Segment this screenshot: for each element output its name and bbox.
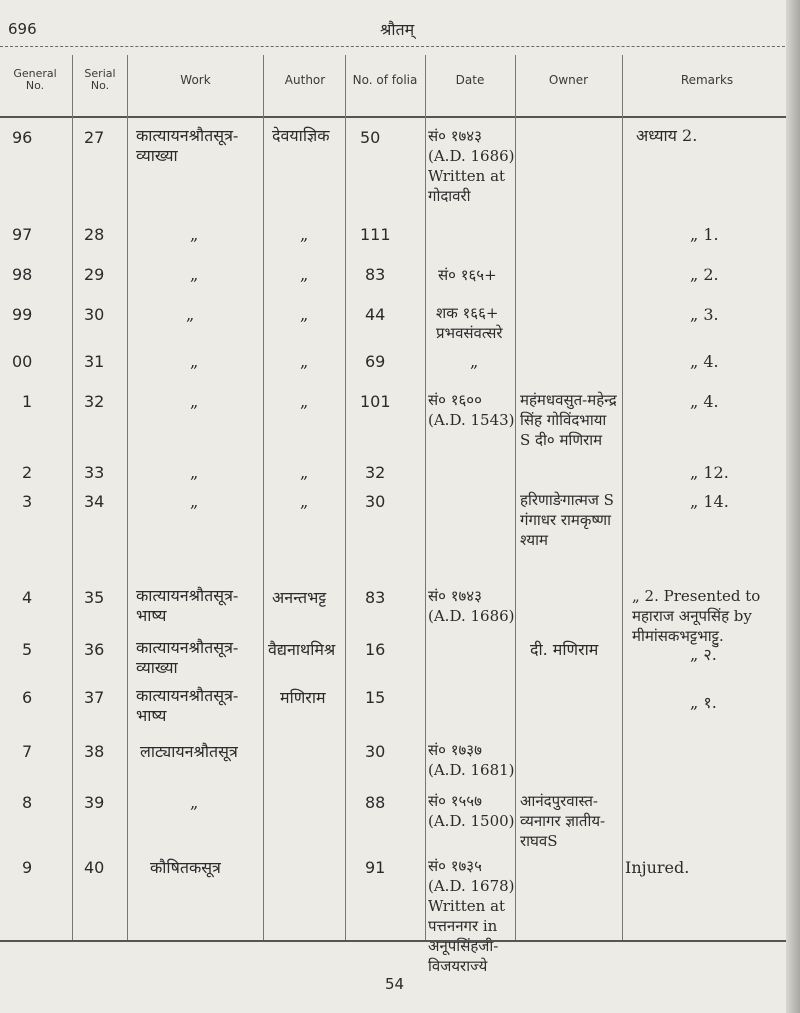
general-no: 6 bbox=[22, 688, 33, 707]
header-serial-no: Serial No. bbox=[84, 67, 116, 92]
work: कात्यायनश्रौतसूत्र-व्याख्या bbox=[136, 126, 239, 165]
author: „ bbox=[300, 463, 309, 482]
bottom-rule bbox=[0, 940, 800, 942]
header-folia: No. of folia bbox=[352, 73, 418, 87]
folia: 15 bbox=[365, 688, 386, 707]
serial-no: 27 bbox=[84, 128, 105, 147]
general-no: 96 bbox=[12, 128, 33, 147]
remarks: „ 4. bbox=[690, 392, 719, 411]
date: सं० १५५७ (A.D. 1500) bbox=[428, 792, 515, 830]
work: „ bbox=[190, 265, 199, 284]
folia: 69 bbox=[365, 352, 386, 371]
serial-no: 28 bbox=[84, 225, 105, 244]
general-no: 7 bbox=[22, 742, 33, 761]
remarks: „ 2. bbox=[690, 265, 719, 284]
author: मणिराम bbox=[280, 688, 326, 707]
serial-no: 35 bbox=[84, 588, 105, 607]
author: वैद्यनाथमिश्र bbox=[268, 640, 336, 659]
owner: हरिणाङेगात्मज S गंगाधर रामकृष्णा श्याम bbox=[520, 491, 614, 549]
serial-no: 39 bbox=[84, 793, 105, 812]
header-remarks: Remarks bbox=[680, 73, 734, 87]
work: „ bbox=[190, 392, 199, 411]
header-author: Author bbox=[284, 73, 326, 87]
column-divider bbox=[127, 55, 128, 940]
work: „ bbox=[190, 225, 199, 244]
work: कात्यायनश्रौतसूत्र-भाष्य bbox=[136, 686, 239, 725]
author: अनन्तभट्ट bbox=[272, 588, 327, 607]
remarks: „ 3. bbox=[690, 305, 719, 324]
folia: 32 bbox=[365, 463, 386, 482]
date: सं० १७३७ (A.D. 1681) bbox=[428, 741, 515, 779]
folia: 83 bbox=[365, 265, 386, 284]
date: सं० १७४३ (A.D. 1686) Written at गोदावरी bbox=[428, 127, 515, 205]
page-number: 696 bbox=[8, 20, 37, 38]
folia: 50 bbox=[360, 128, 381, 147]
author: „ bbox=[300, 225, 309, 244]
top-rule bbox=[0, 46, 800, 47]
folia: 111 bbox=[360, 225, 391, 244]
general-no: 99 bbox=[12, 305, 33, 324]
remarks: अध्याय 2. bbox=[636, 126, 698, 145]
remarks: Injured. bbox=[625, 858, 690, 877]
general-no: 5 bbox=[22, 640, 33, 659]
author: „ bbox=[300, 492, 309, 511]
author: „ bbox=[300, 305, 309, 324]
work: „ bbox=[186, 305, 195, 324]
folia: 88 bbox=[365, 793, 386, 812]
remarks: „ १. bbox=[690, 693, 717, 712]
serial-no: 33 bbox=[84, 463, 105, 482]
general-no: 4 bbox=[22, 588, 33, 607]
header-date: Date bbox=[455, 73, 485, 87]
general-no: 97 bbox=[12, 225, 33, 244]
owner: आनंदपुरवास्त-व्यनागर ज्ञातीय-राघवS bbox=[520, 792, 606, 850]
general-no: 3 bbox=[22, 492, 33, 511]
folia: 30 bbox=[365, 742, 386, 761]
author: देवयाज्ञिक bbox=[272, 126, 330, 145]
folia: 30 bbox=[365, 492, 386, 511]
column-divider bbox=[345, 55, 346, 940]
remarks: „ 14. bbox=[690, 492, 729, 511]
date: सं० १६०० (A.D. 1543) bbox=[428, 391, 515, 429]
serial-no: 29 bbox=[84, 265, 105, 284]
column-divider bbox=[72, 55, 73, 940]
remarks: „ 4. bbox=[690, 352, 719, 371]
column-divider bbox=[622, 55, 623, 940]
remarks: „ 1. bbox=[690, 225, 719, 244]
serial-no: 36 bbox=[84, 640, 105, 659]
author: „ bbox=[300, 265, 309, 284]
footer-page-number: 54 bbox=[385, 975, 405, 993]
author: „ bbox=[300, 352, 309, 371]
remarks: „ 2. Presented to महाराज अनूपसिंह by मीमांसकभट्टभाट्टु. bbox=[632, 587, 761, 645]
date: सं० १६५+ bbox=[438, 266, 497, 284]
general-no: 00 bbox=[12, 352, 33, 371]
work: लाट्यायनश्रौतसूत्र bbox=[140, 742, 238, 761]
general-no: 2 bbox=[22, 463, 33, 482]
work: कात्यायनश्रौतसूत्र-भाष्य bbox=[136, 586, 239, 625]
remarks: „ २. bbox=[690, 645, 717, 664]
work: „ bbox=[190, 793, 199, 812]
work: „ bbox=[190, 463, 199, 482]
serial-no: 32 bbox=[84, 392, 105, 411]
general-no: 9 bbox=[22, 858, 33, 877]
folia: 83 bbox=[365, 588, 386, 607]
folia: 101 bbox=[360, 392, 391, 411]
serial-no: 30 bbox=[84, 305, 105, 324]
running-head: श्रौतम् bbox=[380, 20, 415, 39]
folia: 16 bbox=[365, 640, 386, 659]
folia: 91 bbox=[365, 858, 386, 877]
work: कौषितकसूत्र bbox=[150, 858, 221, 877]
work: „ bbox=[190, 352, 199, 371]
folia: 44 bbox=[365, 305, 386, 324]
owner: महंमधवसुत-महेन्द्र सिंह गोविंदभाया S दी० मणिराम bbox=[520, 391, 617, 449]
header-work: Work bbox=[180, 73, 211, 87]
header-rule bbox=[0, 116, 800, 118]
serial-no: 31 bbox=[84, 352, 105, 371]
header-owner: Owner bbox=[548, 73, 589, 87]
serial-no: 40 bbox=[84, 858, 105, 877]
column-divider bbox=[263, 55, 264, 940]
remarks: „ 12. bbox=[690, 463, 729, 482]
serial-no: 38 bbox=[84, 742, 105, 761]
column-divider bbox=[425, 55, 426, 940]
date: „ bbox=[470, 352, 479, 371]
serial-no: 37 bbox=[84, 688, 105, 707]
general-no: 98 bbox=[12, 265, 33, 284]
work: कात्यायनश्रौतसूत्र-व्याख्या bbox=[136, 638, 239, 677]
general-no: 8 bbox=[22, 793, 33, 812]
author: „ bbox=[300, 392, 309, 411]
date: सं० १७४३ (A.D. 1686) bbox=[428, 587, 515, 625]
general-no: 1 bbox=[22, 392, 33, 411]
date: शक १६६+ प्रभवसंवत्सरे bbox=[436, 304, 503, 342]
header-general-no: General No. bbox=[13, 67, 57, 92]
page-edge-shadow bbox=[786, 0, 800, 1013]
work: „ bbox=[190, 492, 199, 511]
owner: दी. मणिराम bbox=[530, 640, 599, 659]
serial-no: 34 bbox=[84, 492, 105, 511]
date: सं० १७३५ (A.D. 1678) Written at पत्तननगर in अनूपसिंहजी-विजयराज्ये bbox=[428, 857, 515, 975]
